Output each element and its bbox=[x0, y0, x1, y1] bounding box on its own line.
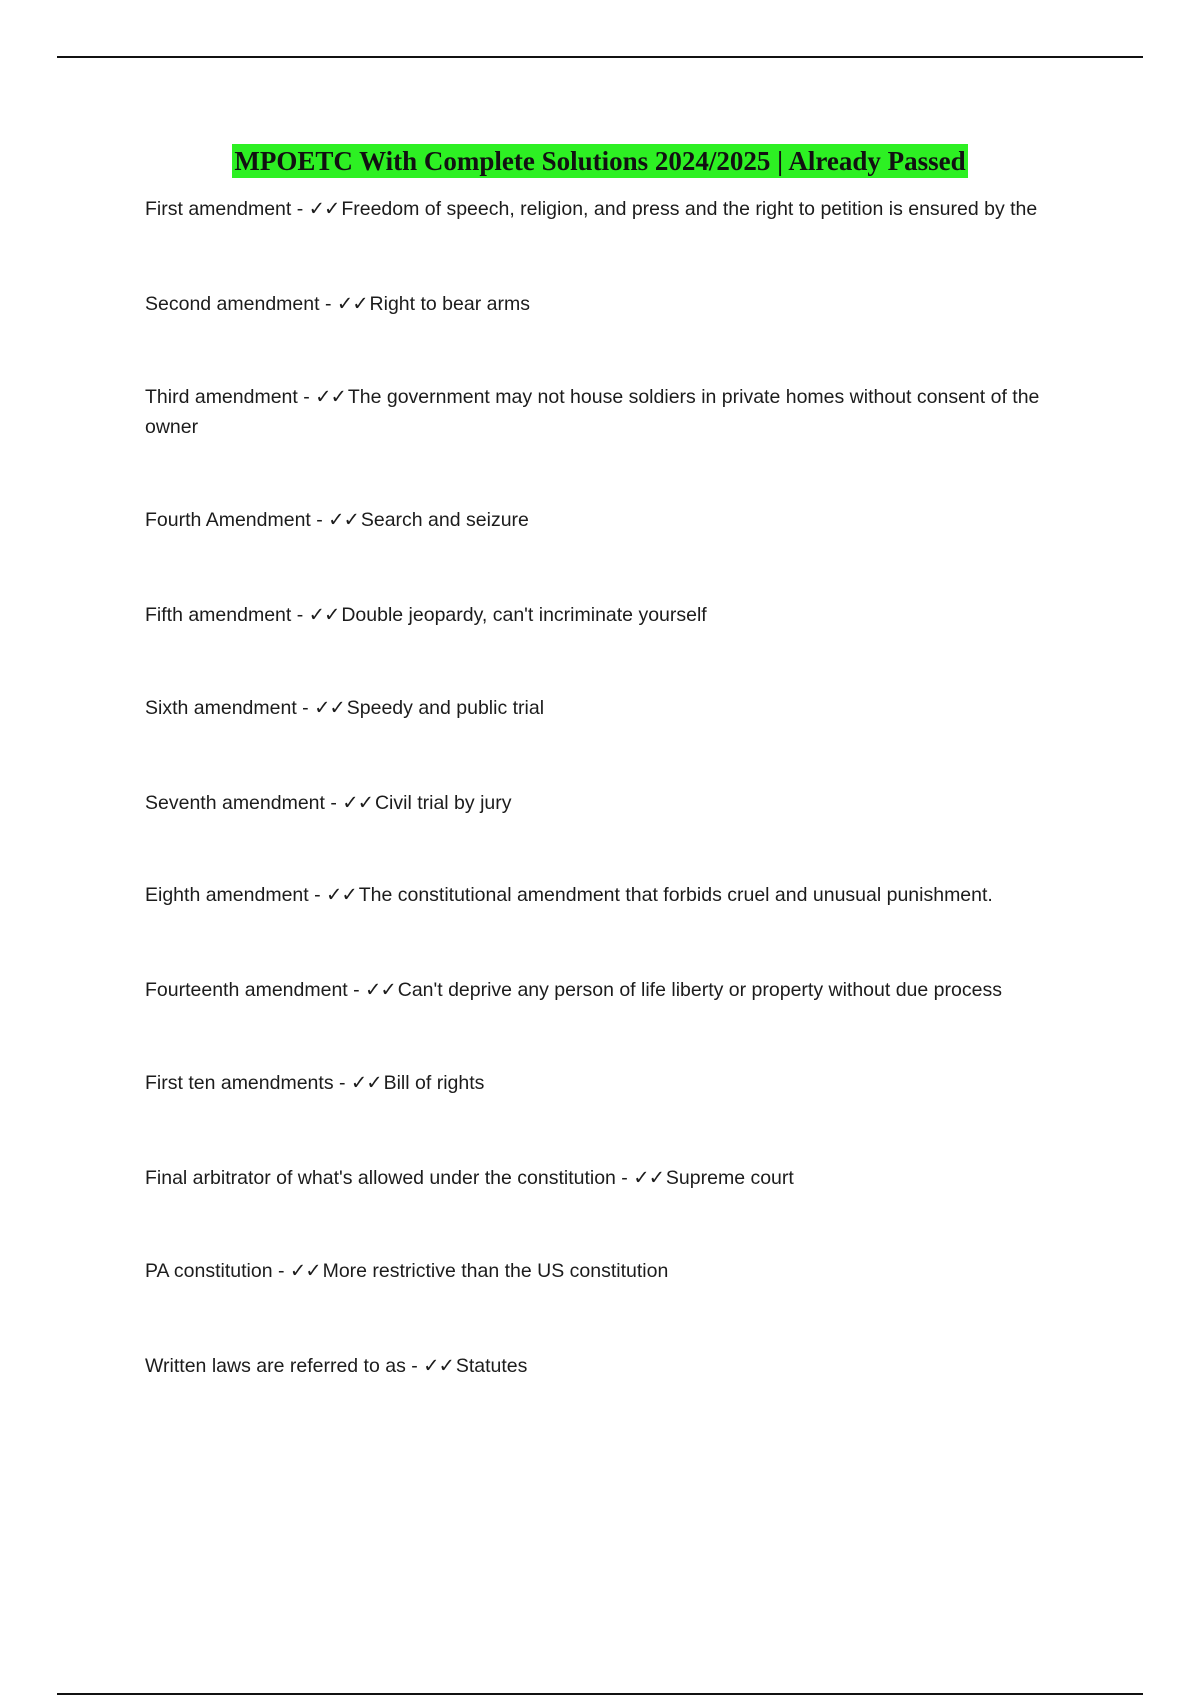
qa-term: Final arbitrator of what's allowed under the constitution - bbox=[145, 1167, 634, 1189]
qa-item-written-laws bbox=[145, 1351, 1085, 1381]
title-container bbox=[0, 144, 1200, 178]
qa-term: Seventh amendment - bbox=[145, 792, 343, 814]
qa-term: Fourth Amendment - bbox=[145, 509, 329, 531]
double-check-icon: ✓✓ bbox=[365, 978, 396, 1001]
qa-item-fifth-amendment bbox=[145, 600, 1085, 630]
double-check-icon: ✓✓ bbox=[350, 1071, 382, 1094]
qa-answer: Civil trial by jury bbox=[374, 792, 512, 814]
qa-term: Fourteenth amendment - bbox=[145, 979, 366, 1001]
double-check-icon: ✓✓ bbox=[289, 1259, 321, 1282]
qa-answer: The government may not house soldiers in private homes without consent of the owner bbox=[145, 386, 1040, 438]
qa-term: Fifth amendment - bbox=[145, 604, 309, 626]
qa-item-fourth-amendment bbox=[145, 505, 1085, 535]
qa-answer: Supreme court bbox=[665, 1167, 794, 1189]
qa-item-second-amendment bbox=[145, 289, 1085, 319]
qa-item-eighth-amendment bbox=[145, 880, 1085, 910]
qa-answer: The constitutional amendment that forbids cruel and unusual punishment. bbox=[358, 884, 993, 906]
qa-answer: More restrictive than the US constitution bbox=[322, 1260, 669, 1282]
qa-term: Sixth amendment - bbox=[145, 697, 315, 719]
qa-term: Second amendment - bbox=[145, 293, 337, 315]
qa-item-fourteenth-amendment bbox=[145, 975, 1085, 1005]
double-check-icon: ✓✓ bbox=[342, 791, 373, 814]
double-check-icon: ✓✓ bbox=[314, 696, 345, 719]
qa-term: First ten amendments - bbox=[145, 1072, 351, 1094]
double-check-icon: ✓✓ bbox=[308, 603, 340, 626]
qa-term: First amendment - bbox=[145, 198, 309, 220]
double-check-icon: ✓✓ bbox=[423, 1354, 454, 1377]
qa-answer: Double jeopardy, can't incriminate yourself bbox=[341, 604, 707, 626]
top-rule bbox=[57, 56, 1143, 58]
qa-term: Eighth amendment - bbox=[145, 884, 327, 906]
double-check-icon: ✓✓ bbox=[308, 197, 340, 220]
qa-term: Third amendment - bbox=[145, 386, 316, 408]
qa-answer: Freedom of speech, religion, and press and the right to petition is ensured by the bbox=[341, 198, 1038, 220]
qa-item-seventh-amendment bbox=[145, 788, 1085, 818]
qa-answer: Right to bear arms bbox=[369, 293, 530, 315]
qa-item-sixth-amendment bbox=[145, 693, 1085, 723]
double-check-icon: ✓✓ bbox=[326, 883, 357, 906]
qa-item-third-amendment bbox=[145, 382, 1085, 442]
qa-answer: Bill of rights bbox=[383, 1072, 485, 1094]
double-check-icon: ✓✓ bbox=[328, 508, 359, 531]
qa-item-first-ten-amendments bbox=[145, 1068, 1085, 1098]
qa-answer: Can't deprive any person of life liberty or property without due process bbox=[397, 979, 1002, 1001]
qa-answer: Speedy and public trial bbox=[346, 697, 545, 719]
document-title: MPOETC With Complete Solutions 2024/2025 | Already Passed bbox=[234, 146, 966, 176]
qa-answer: Statutes bbox=[455, 1355, 528, 1377]
qa-item-final-arbitrator bbox=[145, 1163, 1085, 1193]
bottom-rule bbox=[57, 1693, 1143, 1695]
qa-item-first-amendment bbox=[145, 194, 1085, 224]
qa-term: Written laws are referred to as - bbox=[145, 1355, 424, 1377]
qa-item-pa-constitution bbox=[145, 1256, 1085, 1286]
double-check-icon: ✓✓ bbox=[315, 385, 346, 408]
qa-term: PA constitution - bbox=[145, 1260, 290, 1282]
double-check-icon: ✓✓ bbox=[633, 1166, 664, 1189]
qa-answer: Search and seizure bbox=[360, 509, 529, 531]
double-check-icon: ✓✓ bbox=[336, 292, 368, 315]
